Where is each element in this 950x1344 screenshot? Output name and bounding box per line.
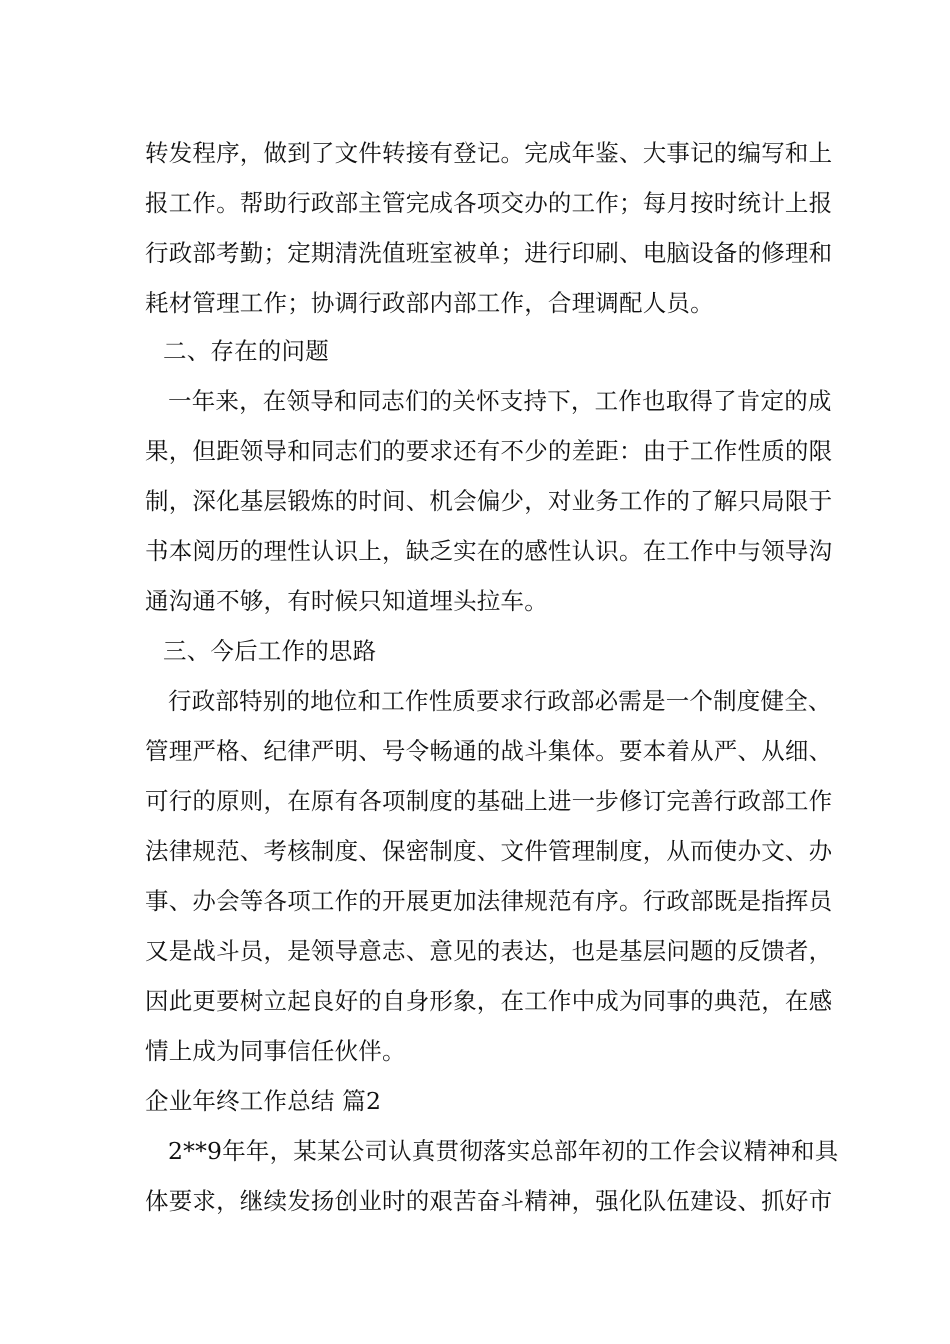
paragraph-line: 行政部特别的地位和工作性质要求行政部必需是一个制度健全、 — [168, 687, 832, 715]
paragraph-line: 情上成为同事信任伙伴。 — [145, 1037, 406, 1065]
paragraph-line: 法律规范、考核制度、保密制度、文件管理制度，从而使办文、办 — [145, 837, 833, 865]
paragraph-line: 因此更要树立起良好的自身形象，在工作中成为同事的典范，在感 — [145, 987, 833, 1015]
paragraph-line: 果，但距领导和同志们的要求还有不少的差距：由于工作性质的限 — [145, 437, 833, 465]
paragraph-line: 通沟通不够，有时候只知道埋头拉车。 — [145, 587, 548, 615]
paragraph-line: 事、办会等各项工作的开展更加法律规范有序。行政部既是指挥员 — [145, 887, 833, 915]
paragraph-line: 行政部考勤；定期清洗值班室被单；进行印刷、电脑设备的修理和 — [145, 239, 833, 267]
paragraph-line: 又是战斗员，是领导意志、意见的表达，也是基层问题的反馈者， — [145, 937, 833, 965]
paragraph-line: 一年来，在领导和同志们的关怀支持下，工作也取得了肯定的成 — [168, 387, 832, 415]
paragraph-line: 可行的原则，在原有各项制度的基础上进一步修订完善行政部工作 — [145, 787, 833, 815]
paragraph-line: 2**9年年，某某公司认真贯彻落实总部年初的工作会议精神和具 — [168, 1137, 839, 1165]
section-heading: 二、存在的问题 — [163, 337, 329, 365]
paragraph-line: 体要求，继续发扬创业时的艰苦奋斗精神，强化队伍建设、抓好市 — [145, 1187, 833, 1215]
paragraph-line: 书本阅历的理性认识上，缺乏实在的感性认识。在工作中与领导沟 — [145, 537, 833, 565]
paragraph-line: 制，深化基层锻炼的时间、机会偏少，对业务工作的了解只局限于 — [145, 487, 833, 515]
paragraph-line: 耗材管理工作；协调行政部内部工作，合理调配人员。 — [145, 289, 714, 317]
paragraph-line: 管理严格、纪律严明、号令畅通的战斗集体。要本着从严、从细、 — [145, 737, 833, 765]
paragraph-line: 转发程序，做到了文件转接有登记。完成年鉴、大事记的编写和上 — [145, 139, 833, 167]
paragraph-line: 报工作。帮助行政部主管完成各项交办的工作；每月按时统计上报 — [145, 189, 833, 217]
document-title: 企业年终工作总结 篇2 — [145, 1087, 382, 1115]
section-heading: 三、今后工作的思路 — [163, 637, 377, 665]
